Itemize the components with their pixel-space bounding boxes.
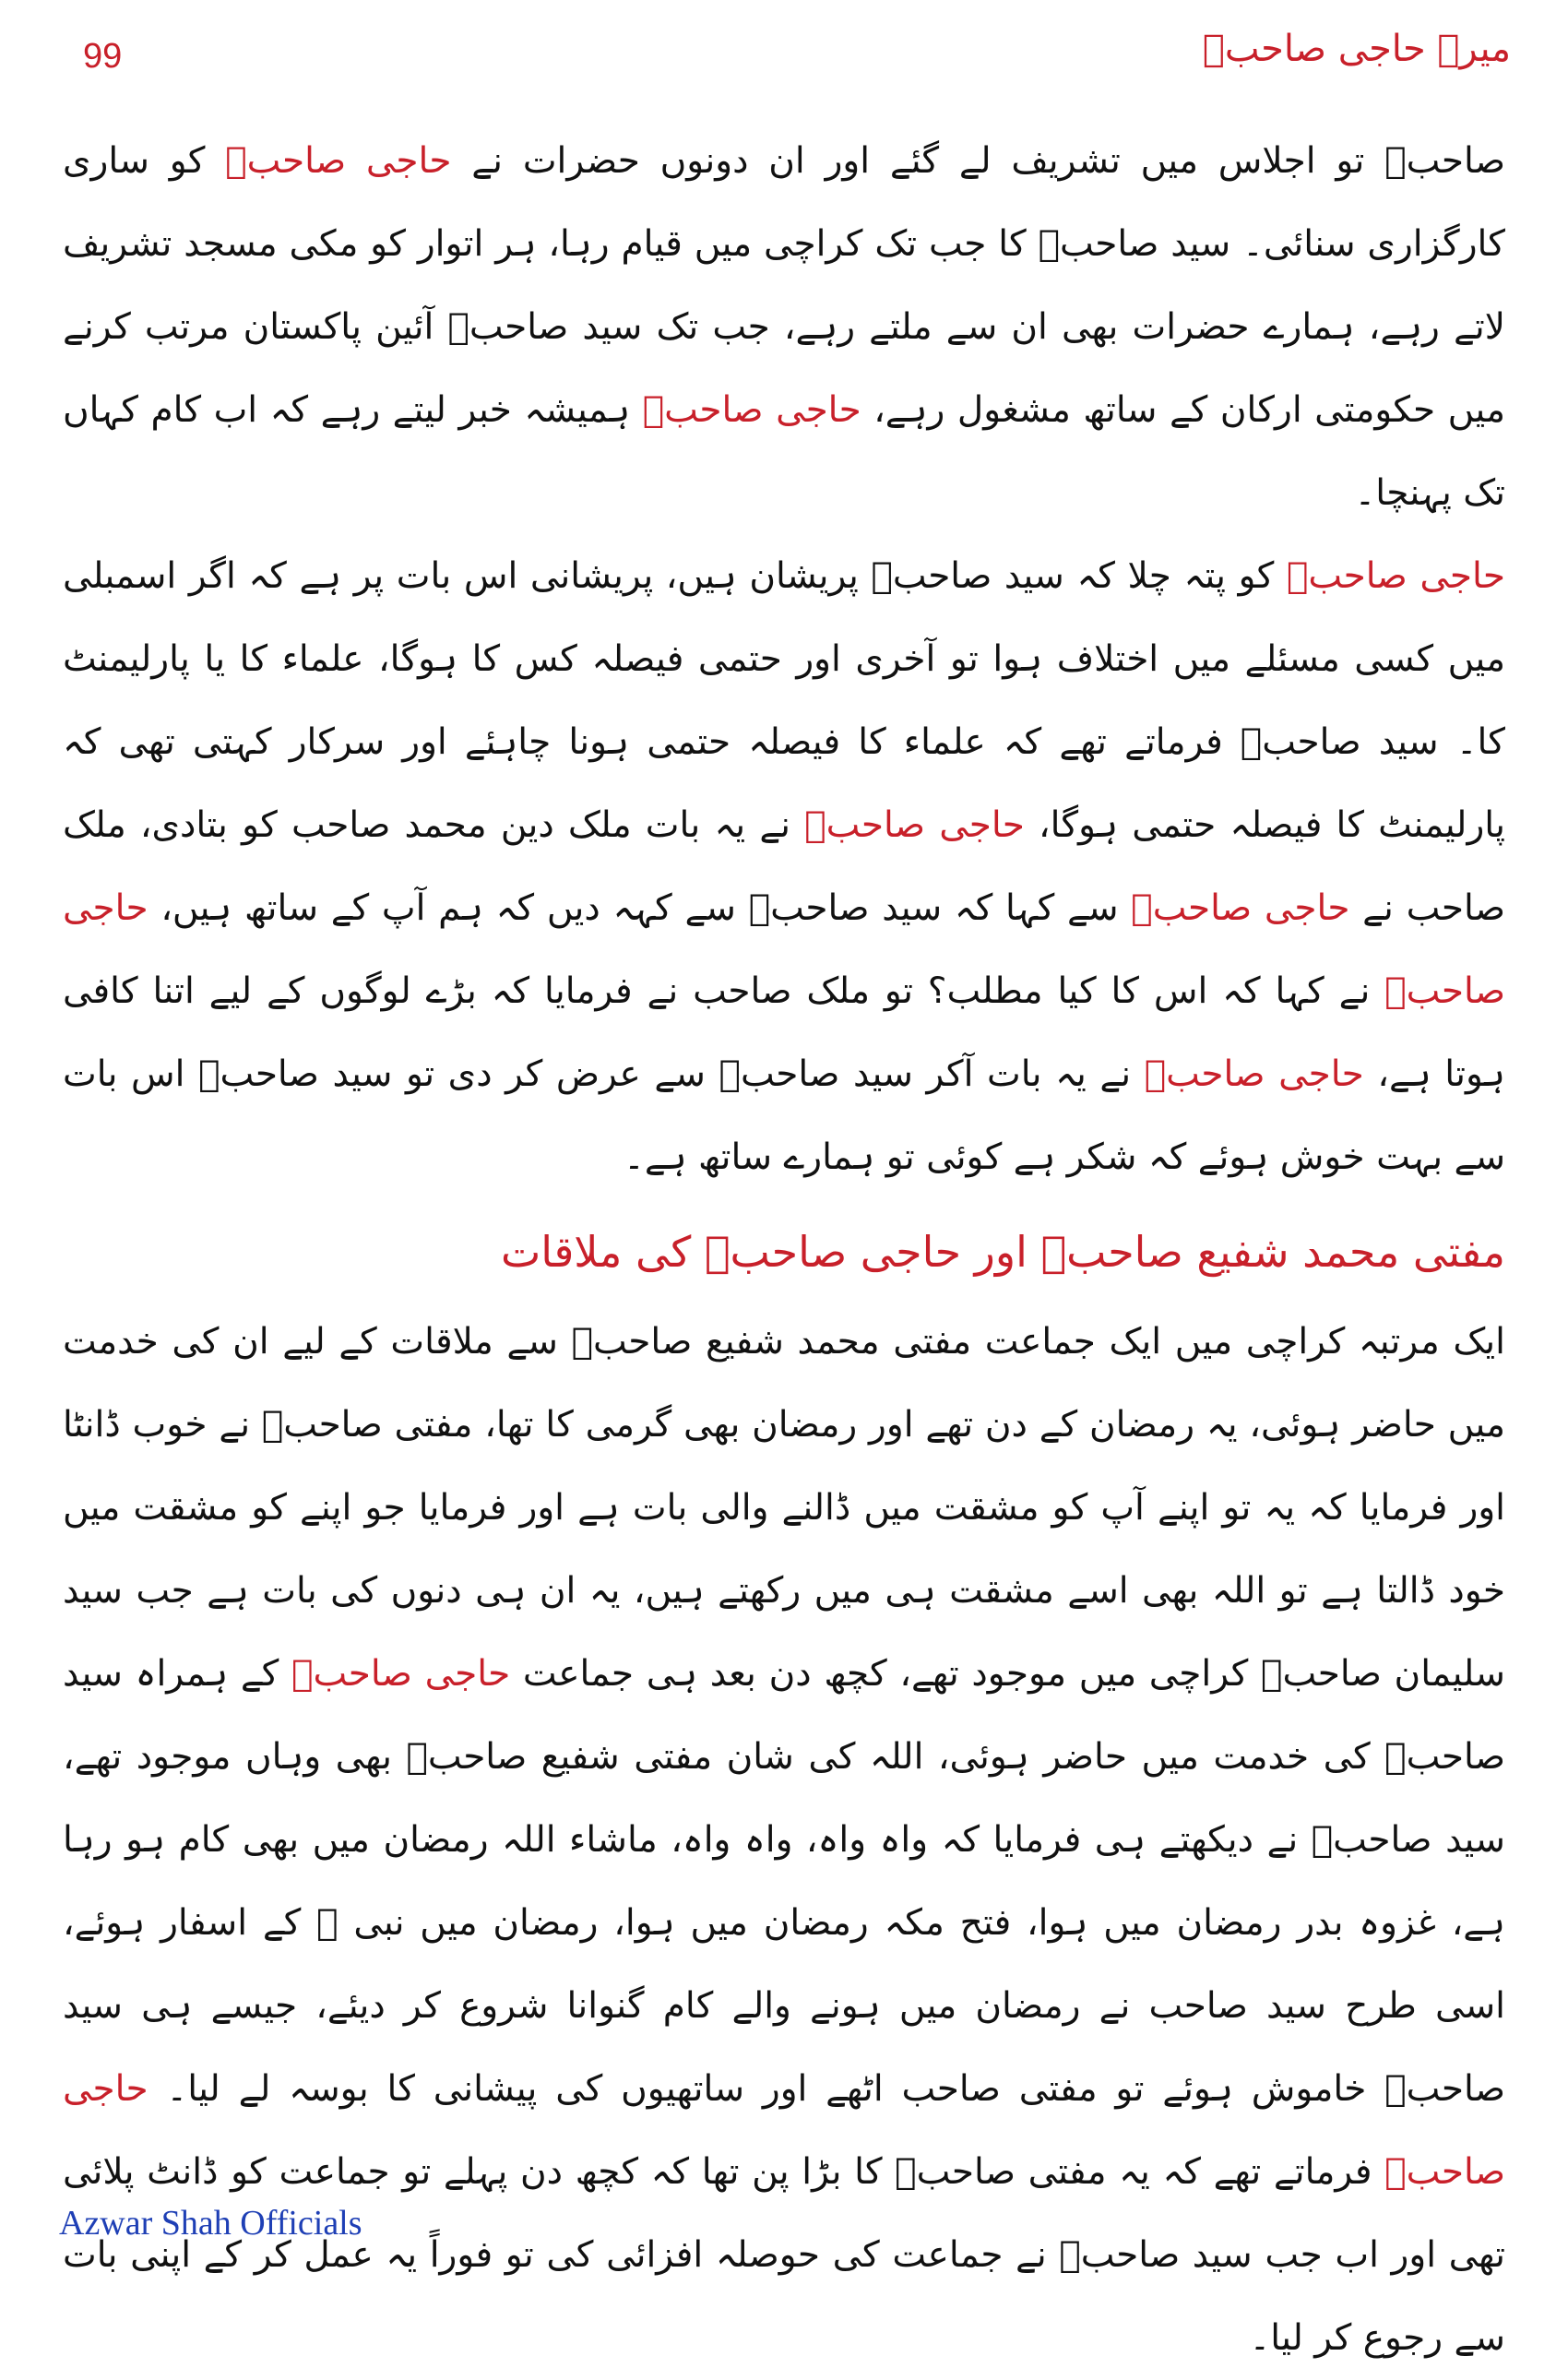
paragraph-text: نے یہ بات آکر سید صاحبؒ سے عرض کر دی تو سید صاحبؒ اس بات سے بہت خوش ہوئے کہ شکر ہے کوئی تو ہمارے ساتھ ہے۔ (63, 1053, 1505, 1178)
highlighted-name: حاجی صاحبؒ (291, 1653, 511, 1695)
footer-credit: Azwar Shah Officials (59, 2204, 362, 2243)
paragraphs-before (63, 120, 1505, 1199)
paragraph-text: کو ساری کارگزاری سنائی۔ سید صاحبؒ کا جب تک کراچی میں قیام رہا، ہر اتوار کو مکی مسجد تشریف لاتے رہے، ہمارے حضرات بھی ان سے ملتے رہے، جب تک سید صاحبؒ آئین پاکستان مرتب کرنے میں حکومتی ارکان کے ساتھ مشغول رہے، (63, 140, 1506, 431)
page-number: 99 (83, 37, 123, 76)
body-paragraph (63, 535, 1505, 1199)
running-header: میرے حاجی صاحبؒ (1202, 28, 1511, 70)
highlighted-name: حاجی صاحبؒ (804, 804, 1025, 846)
paragraph-text: نے کہا کہ اس کا کیا مطلب؟ تو ملک صاحب نے فرمایا کہ بڑے لوگوں کے لیے اتنا کافی ہوتا ہے، (63, 970, 1506, 1095)
highlighted-name: حاجی صاحبؒ (1144, 1053, 1364, 1095)
page-content (63, 120, 1505, 2380)
section-heading: مفتی محمد شفیع صاحبؒ اور حاجی صاحبؒ کی ملاقات (501, 1227, 1505, 1277)
paragraph-text: سے کہا کہ سید صاحبؒ سے کہہ دیں کہ ہم آپ کے ساتھ ہیں، (148, 887, 1132, 929)
highlighted-name: حاجی صاحبؒ (1286, 555, 1505, 597)
body-paragraph (63, 120, 1505, 535)
highlighted-name: حاجی صاحبؒ (1131, 887, 1350, 929)
paragraph-text: کے ہمراہ سید صاحبؒ کی خدمت میں حاضر ہوئی، اللہ کی شان مفتی شفیع صاحبؒ بھی وہاں موجود تھے، سید صاحبؒ نے دیکھتے ہی فرمایا کہ واہ واہ، واہ واہ، ماشاء اللہ رمضان میں بھی کام ہو رہا ہے، غزوہ بدر رمضان میں ہوا، فتح مکہ رمضان میں ہوا، رمضان میں نبی ﷺ کے اسفار ہوئے، اسی طرح سید صاحب نے رمضان میں ہونے والے کام گنوانا شروع کر دیئے، جیسے ہی سید صاحبؒ خاموش ہوئے تو مفتی صاحب اٹھے اور ساتھیوں کی پیشانی کا بوسہ لے لیا۔ (63, 1653, 1505, 2110)
paragraph-text: صاحبؒ تو اجلاس میں تشریف لے گئے اور ان دونوں حضرات نے (451, 140, 1506, 182)
highlighted-name: حاجی صاحبؒ (225, 140, 452, 182)
highlighted-name: حاجی صاحبؒ (63, 2068, 1505, 2193)
paragraph-text: فرماتے تھے کہ یہ مفتی صاحبؒ کا بڑا پن تھا کہ کچھ دن پہلے تو جماعت کو ڈانٹ پلائی تھی اور اب جب سید صاحبؒ نے جماعت کی حوصلہ افزائی کی تو فوراً یہ عمل کر کے اپنی بات سے رجوع کر لیا۔ (63, 2151, 1505, 2359)
paragraph-text: کو پتہ چلا کہ سید صاحبؒ پریشان ہیں، پریشانی اس بات پر ہے کہ اگر اسمبلی میں کسی مسئلے میں اختلاف ہوا تو آخری اور حتمی فیصلہ کس کا ہوگا، علماء کا یا پارلیمنٹ کا۔ سید صاحبؒ فرماتے تھے کہ علماء کا فیصلہ حتمی ہونا چاہئے اور سرکار کہتی تھی کہ پارلیمنٹ کا فیصلہ حتمی ہوگا، (63, 555, 1506, 846)
highlighted-name: حاجی صاحبؒ (63, 887, 1505, 1012)
paragraph-text: ایک مرتبہ کراچی میں ایک جماعت مفتی محمد شفیع صاحبؒ سے ملاقات کے لیے ان کی خدمت میں حاضر ہوئی، یہ رمضان کے دن تھے اور رمضان بھی گرمی کا تھا، مفتی صاحبؒ نے خوب ڈانٹا اور فرمایا کہ یہ تو اپنے آپ کو مشقت میں ڈالنے والی بات ہے اور فرمایا جو اپنے کو مشقت میں خود ڈالتا ہے تو اللہ بھی اسے مشقت ہی میں رکھتے ہیں، یہ ان ہی دنوں کی بات ہے جب سید سلیمان صاحبؒ کراچی میں موجود تھے، کچھ دن بعد ہی جماعت (63, 1321, 1505, 1695)
paragraph-text: نے یہ بات ملک دین محمد صاحب کو بتادی، ملک صاحب نے (63, 804, 1505, 929)
highlighted-name: حاجی صاحبؒ (642, 389, 861, 431)
paragraph-text: ہمیشہ خبر لیتے رہے کہ اب کام کہاں تک پہنچا۔ (63, 389, 1505, 514)
